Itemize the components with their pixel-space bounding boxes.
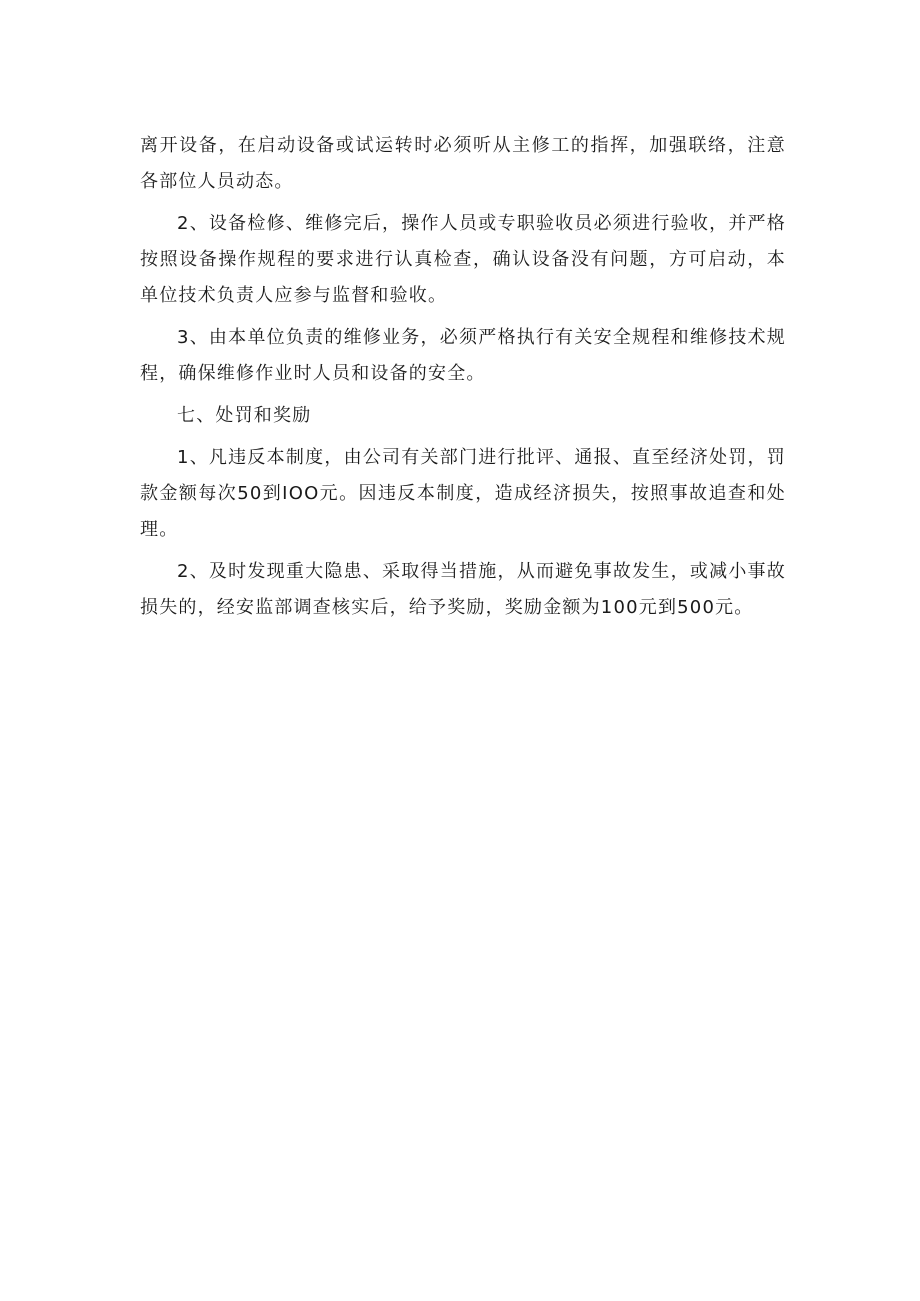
section-heading: 七、处罚和奖励 — [177, 405, 312, 426]
paragraph-penalty: 1、凡违反本制度，由公司有关部门进行批评、通报、直至经济处罚，罚款金额每次50到IOO元。因违反本制度，造成经济损失，按照事故追查和处理。 — [140, 447, 786, 540]
paragraph-item-2: 2、设备检修、维修完后，操作人员或专职验收员必须进行验收，并严格按照设备操作规程的要求进行认真检查，确认设备没有问题，方可启动，本单位技术负责人应参与监督和验收。 — [140, 213, 786, 306]
document-body — [140, 128, 786, 632]
paragraph-item-3: 3、由本单位负责的维修业务，必须严格执行有关安全规程和维修技术规程，确保维修作业时人员和设备的安全。 — [140, 327, 786, 384]
paragraph-reward: 2、及时发现重大隐患、采取得当措施，从而避免事故发生，或减小事故损失的，经安监部调查核实后，给予奖励，奖励金额为100元到500元。 — [140, 561, 786, 618]
paragraph-continuation: 离开设备，在启动设备或试运转时必须听从主修工的指挥，加强联络，注意各部位人员动态。 — [140, 135, 786, 192]
